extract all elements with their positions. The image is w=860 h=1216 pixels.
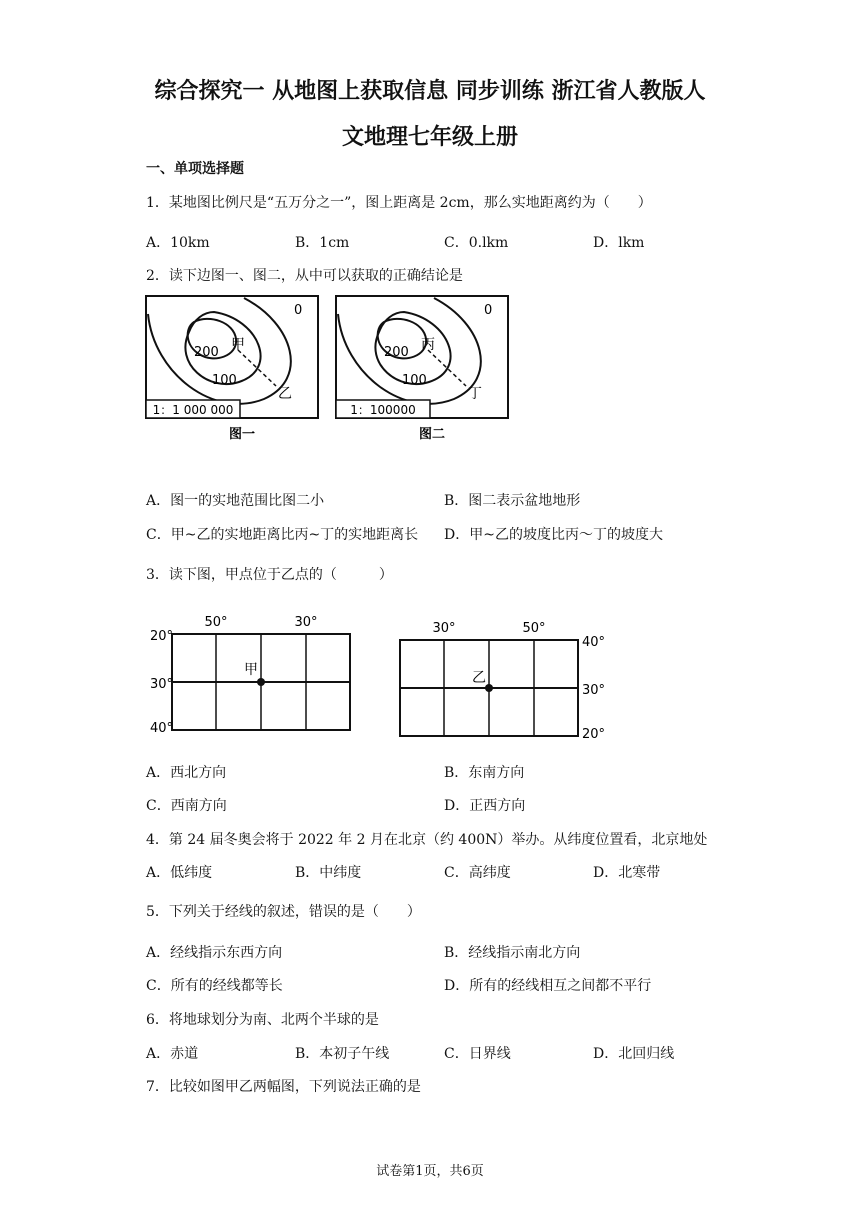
q2-option-d[interactable]: D．甲~乙的坡度比丙～丁的坡度大 (444, 527, 663, 543)
fig1-contour-100-label: 100 (212, 373, 237, 388)
q3-option-a[interactable]: A．西北方向 (146, 765, 227, 781)
q6-option-a[interactable]: A．赤道 (146, 1046, 199, 1062)
question-4-stem: 4．第 24 届冬奥会将于 2022 年 2 月在北京（约 400N）举办。从纬度位置看，北京地处 (146, 832, 708, 848)
fig2-scale: 1：100000 (350, 403, 416, 417)
fig1-contour-200-label: 200 (194, 345, 219, 360)
q1-option-d[interactable]: D．lkm (593, 235, 645, 251)
page-footer: 试卷第1页，共6页 (376, 1164, 484, 1179)
fig1-point-yi: 乙 (278, 386, 292, 402)
q2-option-c[interactable]: C．甲~乙的实地距离比丙~丁的实地距离长 (146, 527, 419, 543)
grid-b-lon-30: 30° (432, 621, 456, 636)
q2-option-b[interactable]: B．图二表示盆地地形 (444, 493, 581, 509)
section-heading: 一、单项选择题 (146, 161, 244, 177)
grid-a-lat-30: 30° (150, 677, 174, 692)
q4-option-a[interactable]: A．低纬度 (146, 865, 213, 881)
q1-option-b[interactable]: B．1cm (295, 235, 350, 251)
q6-option-d[interactable]: D．北回归线 (593, 1046, 675, 1062)
lat-long-grid-b (396, 614, 606, 744)
doc-title-line2: 文地理七年级上册 (341, 125, 518, 150)
grid-b-lat-40: 40° (582, 635, 606, 650)
q5-option-c[interactable]: C．所有的经线都等长 (146, 978, 283, 994)
q3-option-b[interactable]: B．东南方向 (444, 765, 525, 781)
q6-option-c[interactable]: C．日界线 (444, 1046, 511, 1062)
grid-a-point-jia: 甲 (244, 662, 258, 678)
doc-title-line1: 综合探究一 从地图上获取信息 同步训练 浙江省人教版人 (154, 79, 706, 104)
q5-option-a[interactable]: A．经线指示东西方向 (146, 945, 283, 961)
contour-map-figure-2 (334, 294, 510, 444)
question-3-stem: 3．读下图，甲点位于乙点的（ ） (146, 567, 393, 583)
q1-option-a[interactable]: A．10km (146, 235, 210, 251)
grid-b-lon-50: 50° (522, 621, 546, 636)
q1-option-c[interactable]: C．0.lkm (444, 235, 509, 251)
q5-option-d[interactable]: D．所有的经线相互之间都不平行 (444, 978, 652, 994)
grid-a-lon-50: 50° (204, 615, 228, 630)
grid-b-lat-20: 20° (582, 727, 606, 742)
q6-option-b[interactable]: B．本初子午线 (295, 1046, 390, 1062)
question-1-stem: 1．某地图比例尺是“五万分之一”，图上距离是 2cm，那么实地距离约为（ ） (146, 195, 652, 211)
fig2-point-ding: 丁 (468, 386, 482, 402)
fig1-point-jia: 甲 (231, 337, 245, 353)
question-5-stem: 5．下列关于经线的叙述，错误的是（ ） (146, 904, 421, 920)
grid-a-lat-20: 20° (150, 629, 174, 644)
fig1-scale: 1：1 000 000 (152, 403, 234, 417)
fig1-contour-0-label: 0 (294, 303, 303, 318)
fig2-contour-100-label: 100 (402, 373, 427, 388)
lat-long-grid-a (146, 608, 356, 738)
fig2-point-bing: 丙 (421, 337, 435, 353)
grid-a-lat-40: 40° (150, 721, 174, 736)
q4-option-b[interactable]: B．中纬度 (295, 865, 362, 881)
grid-a-lon-30: 30° (294, 615, 318, 630)
fig1-caption: 图一 (228, 427, 256, 442)
q4-option-d[interactable]: D．北寒带 (593, 865, 661, 881)
q3-option-c[interactable]: C．西南方向 (146, 798, 227, 814)
contour-map-figure-1 (144, 294, 320, 444)
q2-option-a[interactable]: A．图一的实地范围比图二小 (146, 493, 325, 509)
grid-b-lat-30: 30° (582, 683, 606, 698)
q3-option-d[interactable]: D．正西方向 (444, 798, 526, 814)
q4-option-c[interactable]: C．高纬度 (444, 865, 511, 881)
question-2-stem: 2．读下边图一、图二，从中可以获取的正确结论是 (146, 268, 463, 284)
grid-b-point-yi: 乙 (472, 670, 486, 686)
q5-option-b[interactable]: B．经线指示南北方向 (444, 945, 581, 961)
question-6-stem: 6．将地球划分为南、北两个半球的是 (146, 1012, 379, 1028)
fig2-contour-0-label: 0 (484, 303, 493, 318)
question-7-stem: 7．比较如图甲乙两幅图，下列说法正确的是 (146, 1079, 421, 1095)
fig2-contour-200-label: 200 (384, 345, 409, 360)
fig2-caption: 图二 (418, 427, 446, 442)
